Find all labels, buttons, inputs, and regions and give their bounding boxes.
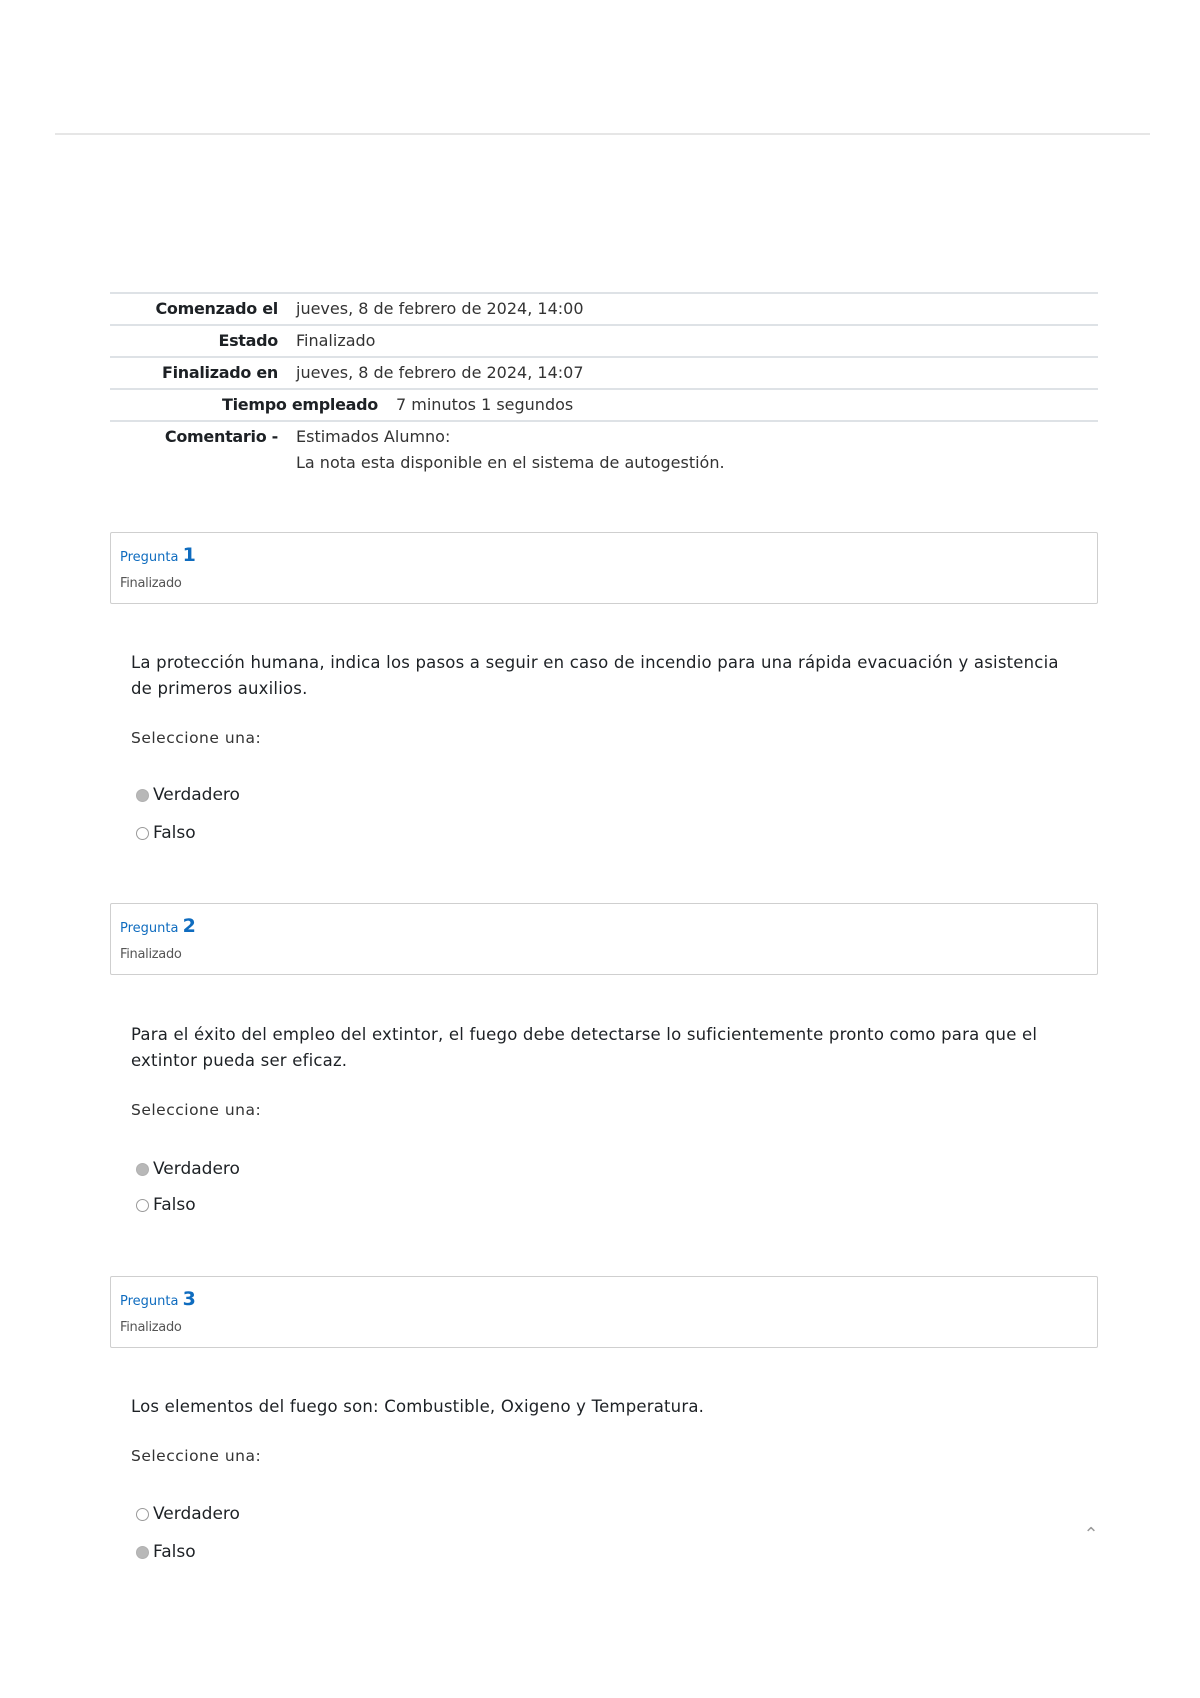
question-2-option-true[interactable] — [136, 1159, 240, 1179]
radio-button-selected[interactable] — [136, 1546, 149, 1559]
question-2-info — [110, 903, 1098, 975]
question-number: 3 — [182, 1288, 196, 1310]
question-3-info — [110, 1276, 1098, 1348]
summary-label: Comentario - — [164, 427, 278, 446]
question-number: 1 — [182, 544, 196, 566]
option-label: Falso — [153, 1195, 196, 1215]
option-label: Verdadero — [153, 1159, 240, 1179]
question-state: Finalizado — [120, 947, 182, 962]
question-2-option-false[interactable] — [136, 1195, 196, 1215]
summary-label: Estado — [218, 331, 278, 350]
header-divider — [55, 133, 1150, 135]
chevron-up-icon[interactable]: ⌃ — [1083, 1524, 1099, 1545]
option-label: Falso — [153, 823, 196, 843]
comment-line: Estimados Alumno: — [296, 427, 451, 446]
summary-value: jueves, 8 de febrero de 2024, 14:00 — [296, 299, 584, 318]
question-1-info — [110, 532, 1098, 604]
question-label: Pregunta — [120, 921, 179, 936]
question-label: Pregunta — [120, 1294, 179, 1309]
summary-value: Finalizado — [296, 331, 376, 350]
radio-button-selected[interactable] — [136, 789, 149, 802]
summary-row-state — [110, 326, 1098, 358]
summary-row-finished — [110, 358, 1098, 390]
summary-value: jueves, 8 de febrero de 2024, 14:07 — [296, 363, 584, 382]
radio-button[interactable] — [136, 1508, 149, 1521]
comment-line: La nota esta disponible en el sistema de autogestión. — [296, 453, 725, 472]
radio-button[interactable] — [136, 827, 149, 840]
option-label: Verdadero — [153, 785, 240, 805]
radio-button-selected[interactable] — [136, 1163, 149, 1176]
question-3-prompt: Seleccione una: — [131, 1447, 262, 1465]
summary-value — [278, 422, 1098, 478]
summary-label: Comenzado el — [155, 299, 278, 318]
summary-row-time-taken — [110, 390, 1098, 422]
question-1-option-true[interactable] — [136, 785, 240, 805]
option-label: Falso — [153, 1542, 196, 1562]
summary-label: Tiempo empleado — [222, 395, 378, 414]
question-2-prompt: Seleccione una: — [131, 1101, 262, 1119]
summary-label: Finalizado en — [161, 363, 278, 382]
question-label: Pregunta — [120, 550, 179, 565]
summary-value: 7 minutos 1 segundos — [396, 395, 574, 414]
summary-row-comment — [110, 422, 1098, 478]
question-1-option-false[interactable] — [136, 823, 196, 843]
question-title — [120, 1288, 196, 1310]
question-1-prompt: Seleccione una: — [131, 729, 262, 747]
question-2-text: Para el éxito del empleo del extintor, el fuego debe detectarse lo suficientemente pronto como para que el extintor pueda ser eficaz. — [131, 1025, 1038, 1070]
radio-button[interactable] — [136, 1199, 149, 1212]
summary-row-started — [110, 294, 1098, 326]
option-label: Verdadero — [153, 1504, 240, 1524]
question-state: Finalizado — [120, 1320, 182, 1335]
attempt-summary-table — [110, 292, 1098, 478]
question-1-text: La protección humana, indica los pasos a seguir en caso de incendio para una rápida evacuación y asistencia de primeros auxilios. — [131, 653, 1059, 698]
question-3-option-true[interactable] — [136, 1504, 240, 1524]
question-3-option-false[interactable] — [136, 1542, 196, 1562]
question-state: Finalizado — [120, 576, 182, 591]
question-number: 2 — [182, 915, 196, 937]
question-3-text: Los elementos del fuego son: Combustible, Oxigeno y Temperatura. — [131, 1397, 705, 1416]
question-title — [120, 915, 196, 937]
question-title — [120, 544, 196, 566]
